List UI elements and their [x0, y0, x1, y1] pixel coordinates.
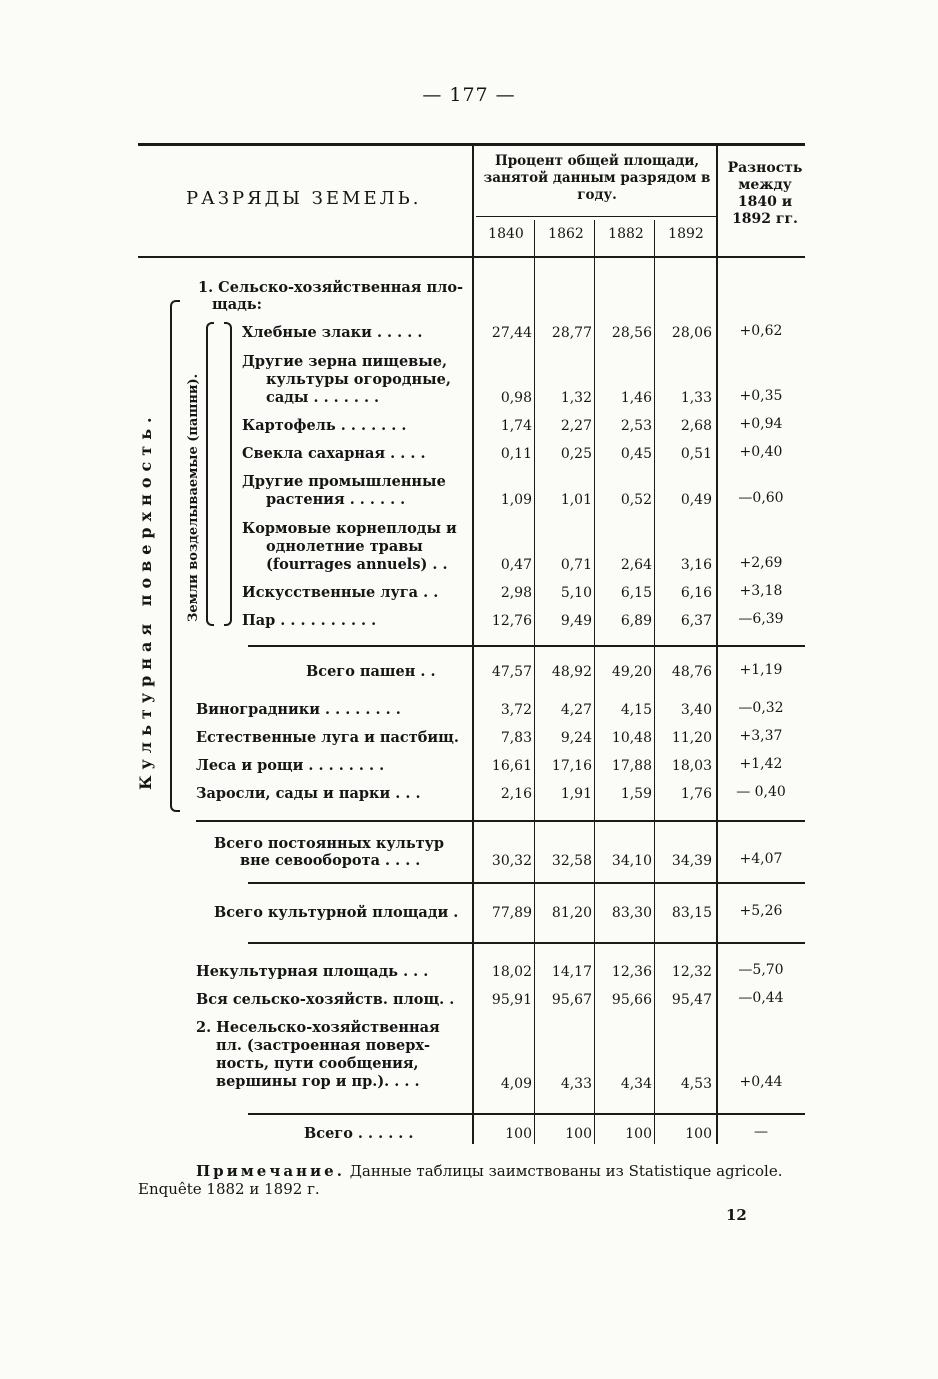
- total-permanent-label: вне севооборота . . . .: [240, 852, 421, 869]
- row-beet-label: Свекла сахарная . . . .: [242, 445, 426, 462]
- row-beet-1862: 0,25: [560, 446, 592, 462]
- row-natmeadow-1892: 11,20: [671, 730, 712, 746]
- row-beet-1892: 0,51: [680, 446, 712, 462]
- total-permanent-label1: Всего постоянных культур: [214, 835, 445, 852]
- row-industrial-label: растения . . . . . .: [266, 491, 406, 508]
- row-cereals-label: Хлебные злаки . . . . .: [242, 324, 423, 341]
- row-cereals-1892: 28,06: [671, 325, 712, 341]
- row-forests-diff: +1,42: [739, 756, 783, 772]
- footnote-lead: Примечание.: [196, 1162, 345, 1180]
- total-arable-1862: 48,92: [551, 664, 592, 680]
- row-othergrain-diff: +0,35: [739, 388, 783, 404]
- total-arable-1892: 48,76: [671, 664, 712, 680]
- row-fodder-1840: 0,47: [500, 557, 532, 573]
- row-industrial-1862: 1,01: [560, 492, 592, 508]
- diff-header-line4: 1892 гг.: [732, 211, 798, 227]
- row-industrial-diff: —0,60: [738, 490, 784, 506]
- total-permanent-1892: 34,39: [671, 853, 712, 869]
- category-header: РАЗРЯДЫ ЗЕМЕЛЬ.: [186, 188, 422, 209]
- row-artmeadow-1892: 6,16: [680, 585, 712, 601]
- cultural-rule: [248, 882, 805, 884]
- arable-brace-left: [206, 322, 214, 626]
- cultivated-brace: [170, 300, 180, 812]
- total-permanent-1882: 34,10: [611, 853, 652, 869]
- row-fodder-label1: Кормовые корнеплоды и: [242, 520, 457, 537]
- grand-total-label: Всего . . . . . .: [304, 1125, 414, 1142]
- row-allagri-1892: 95,47: [671, 992, 712, 1008]
- arable-brace-right: [224, 322, 232, 626]
- row-thickets-1892: 1,76: [680, 786, 712, 802]
- year-1862: 1862: [548, 226, 584, 242]
- total-cultural-1862: 81,20: [551, 905, 592, 921]
- diff-header-line1: Разность: [727, 160, 803, 176]
- row-nonagri-1862: 4,33: [560, 1076, 592, 1092]
- row-nonagri-1882: 4,34: [620, 1076, 652, 1092]
- row-fallow-1892: 6,37: [680, 613, 712, 629]
- section1-title-line2: щадь:: [212, 296, 262, 313]
- grand-total-diff: —: [754, 1124, 768, 1140]
- total-arable-diff: +1,19: [739, 662, 783, 678]
- row-beet-1882: 0,45: [620, 446, 652, 462]
- row-forests-1862: 17,16: [551, 758, 592, 774]
- total-permanent-1862: 32,58: [551, 853, 592, 869]
- row-nonagri-label1: 2. Несельско-хозяйственная: [196, 1019, 440, 1036]
- row-fodder-1882: 2,64: [620, 557, 652, 573]
- row-artmeadow-1840: 2,98: [500, 585, 532, 601]
- row-potato-diff: +0,94: [739, 416, 783, 432]
- row-othergrain-label2: культуры огородные,: [266, 371, 451, 388]
- grand-total-1840: 100: [505, 1126, 532, 1142]
- row-vineyards-1892: 3,40: [680, 702, 712, 718]
- row-natmeadow-1840: 7,83: [500, 730, 532, 746]
- row-allagri-1882: 95,66: [611, 992, 652, 1008]
- row-nonagri-1892: 4,53: [680, 1076, 712, 1092]
- year-1892: 1892: [668, 226, 704, 242]
- row-othergrain-1892: 1,33: [680, 390, 712, 406]
- year-1840: 1840: [488, 226, 524, 242]
- row-beet-diff: +0,40: [739, 444, 783, 460]
- row-nonagri-diff: +0,44: [739, 1074, 783, 1090]
- row-uncultural-1862: 14,17: [551, 964, 592, 980]
- row-fodder-1862: 0,71: [560, 557, 592, 573]
- row-forests-1840: 16,61: [491, 758, 532, 774]
- row-artmeadow-diff: +3,18: [739, 583, 783, 599]
- row-potato-1840: 1,74: [500, 418, 532, 434]
- arable-label: Земли возделываемые (пашни).: [186, 373, 201, 622]
- row-cereals-1862: 28,77: [551, 325, 592, 341]
- row-othergrain-label1: Другие зерна пищевые,: [242, 353, 448, 370]
- section1-title-line1: 1. Сельско-хозяйственная пло-: [198, 279, 464, 296]
- row-vineyards-1882: 4,15: [620, 702, 652, 718]
- row-natmeadow-1862: 9,24: [560, 730, 592, 746]
- row-fodder-1892: 3,16: [680, 557, 712, 573]
- row-potato-1892: 2,68: [680, 418, 712, 434]
- row-potato-label: Картофель . . . . . . .: [242, 417, 407, 434]
- total-arable-1840: 47,57: [491, 664, 532, 680]
- row-allagri-1862: 95,67: [551, 992, 592, 1008]
- row-uncultural-1892: 12,32: [671, 964, 712, 980]
- diff-header-line2: между: [738, 177, 792, 193]
- grand-total-1892: 100: [685, 1126, 712, 1142]
- row-thickets-diff: — 0,40: [736, 784, 786, 800]
- row-artmeadow-1862: 5,10: [560, 585, 592, 601]
- row-natmeadow-label: Естественные луга и пастбищ.: [196, 729, 459, 746]
- row-vineyards-1862: 4,27: [560, 702, 592, 718]
- row-industrial-label1: Другие промышленные: [242, 473, 446, 490]
- grand-total-rule: [248, 1113, 805, 1115]
- row-forests-1882: 17,88: [611, 758, 652, 774]
- diff-header: [720, 160, 810, 228]
- row-thickets-1882: 1,59: [620, 786, 652, 802]
- row-artmeadow-1882: 6,15: [620, 585, 652, 601]
- row-allagri-diff: —0,44: [738, 990, 784, 1006]
- row-othergrain-1862: 1,32: [560, 390, 592, 406]
- row-vineyards-1840: 3,72: [500, 702, 532, 718]
- row-uncultural-1882: 12,36: [611, 964, 652, 980]
- row-fallow-label: Пар . . . . . . . . . .: [242, 612, 377, 629]
- row-uncultural-1840: 18,02: [491, 964, 532, 980]
- year-1882: 1882: [608, 226, 644, 242]
- row-fallow-1862: 9,49: [560, 613, 592, 629]
- row-uncultural-label: Некультурная площадь . . .: [196, 963, 429, 980]
- row-fallow-diff: —6,39: [738, 611, 784, 627]
- row-artmeadow-label: Искусственные луга . .: [242, 584, 439, 601]
- row-othergrain-1840: 0,98: [500, 390, 532, 406]
- percent-header: Процент общей площади, занятой данным разрядом в году.: [483, 153, 711, 203]
- total-cultural-1882: 83,30: [611, 905, 652, 921]
- row-thickets-1840: 2,16: [500, 786, 532, 802]
- row-cereals-diff: +0,62: [739, 323, 783, 339]
- row-natmeadow-1882: 10,48: [611, 730, 652, 746]
- row-forests-1892: 18,03: [671, 758, 712, 774]
- row-potato-1882: 2,53: [620, 418, 652, 434]
- diff-header-line3: 1840 и: [737, 194, 793, 210]
- row-potato-1862: 2,27: [560, 418, 592, 434]
- total-cultural-1892: 83,15: [671, 905, 712, 921]
- arable-total-rule: [248, 645, 805, 647]
- permanent-rule: [196, 820, 805, 822]
- total-arable-label: Всего пашен . .: [306, 663, 436, 680]
- row-natmeadow-diff: +3,37: [739, 728, 783, 744]
- grand-total-1882: 100: [625, 1126, 652, 1142]
- total-permanent-1840: 30,32: [491, 853, 532, 869]
- total-cultural-diff: +5,26: [739, 903, 783, 919]
- row-allagri-1840: 95,91: [491, 992, 532, 1008]
- year-header-rule: [476, 216, 718, 217]
- footnote: [138, 1162, 808, 1198]
- row-allagri-label: Вся сельско-хозяйств. площ. .: [196, 991, 455, 1008]
- total-arable-1882: 49,20: [611, 664, 652, 680]
- row-industrial-1892: 0,49: [680, 492, 712, 508]
- row-cereals-1882: 28,56: [611, 325, 652, 341]
- row-fallow-1840: 12,76: [491, 613, 532, 629]
- cultivated-surface-label: Культурная поверхность.: [136, 411, 155, 790]
- total-cultural-label: Всего культурной площади .: [214, 904, 459, 921]
- total-permanent-diff: +4,07: [739, 851, 783, 867]
- row-nonagri-label: вершины гор и пр.). . . .: [216, 1073, 420, 1090]
- row-uncultural-diff: —5,70: [738, 962, 784, 978]
- footnote-text: Данные таблицы заимствованы из Statistique agricole. Enquête 1882 и 1892 г.: [138, 1162, 783, 1198]
- row-industrial-1882: 0,52: [620, 492, 652, 508]
- row-othergrain-1882: 1,46: [620, 390, 652, 406]
- row-vineyards-diff: —0,32: [738, 700, 784, 716]
- row-fallow-1882: 6,89: [620, 613, 652, 629]
- row-industrial-1840: 1,09: [500, 492, 532, 508]
- total-cultural-1840: 77,89: [491, 905, 532, 921]
- page-number: — 177 —: [422, 84, 516, 106]
- row-fodder-label2: однолетние травы: [266, 538, 423, 555]
- row-othergrain-label: сады . . . . . . .: [266, 389, 380, 406]
- row-beet-1840: 0,11: [500, 446, 532, 462]
- grand-total-1862: 100: [565, 1126, 592, 1142]
- uncultural-rule: [248, 942, 805, 944]
- row-nonagri-1840: 4,09: [500, 1076, 532, 1092]
- row-vineyards-label: Виноградники . . . . . . . .: [196, 701, 401, 718]
- row-fodder-diff: +2,69: [739, 555, 783, 571]
- row-forests-label: Леса и рощи . . . . . . . .: [196, 757, 385, 774]
- row-nonagri-label2: пл. (застроенная поверх-: [216, 1037, 431, 1054]
- row-nonagri-label3: ность, пути сообщения,: [216, 1055, 419, 1072]
- row-thickets-label: Заросли, сады и парки . . .: [196, 785, 421, 802]
- signature-mark: 12: [726, 1206, 747, 1224]
- row-fodder-label: (fourrages annuels) . .: [266, 556, 448, 573]
- row-thickets-1862: 1,91: [560, 786, 592, 802]
- row-cereals-1840: 27,44: [491, 325, 532, 341]
